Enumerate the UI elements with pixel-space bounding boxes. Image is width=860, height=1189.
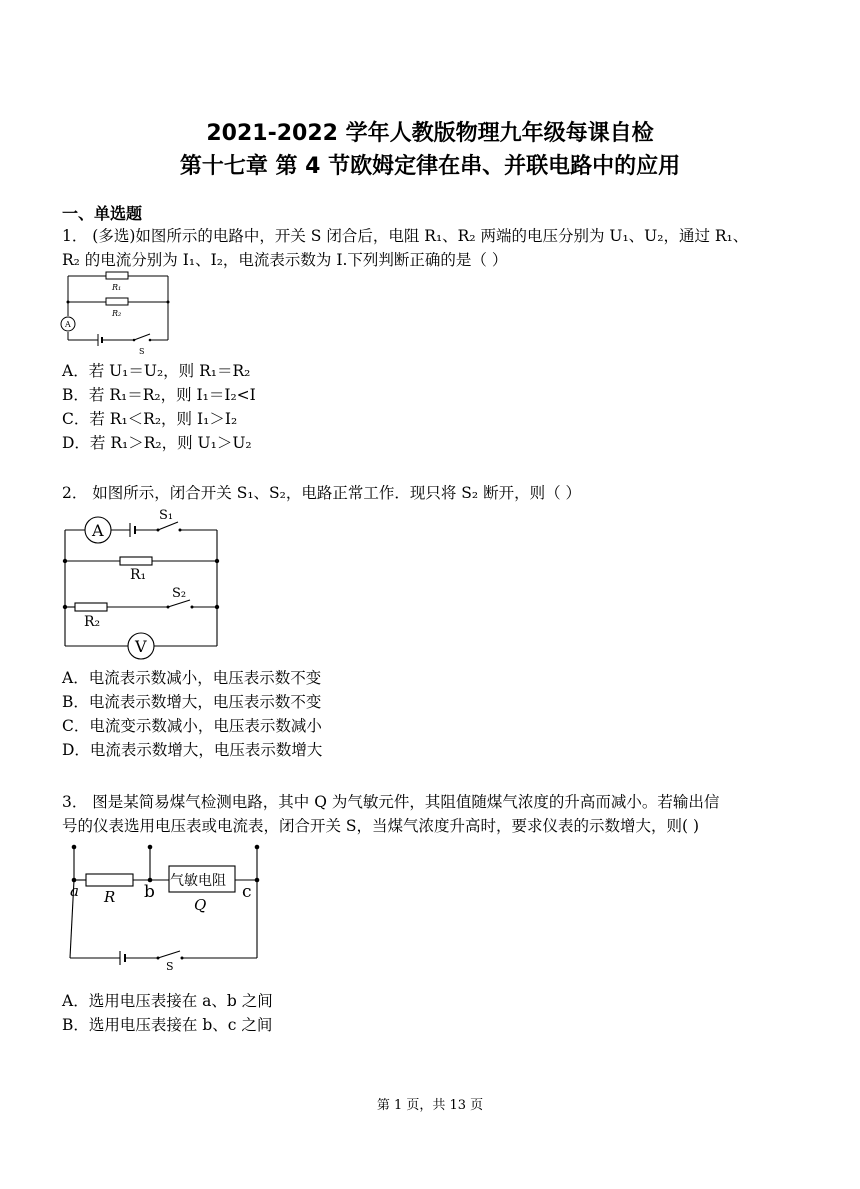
q3-circuit-diagram xyxy=(64,842,264,972)
q2-option-a: A．电流表示数减小，电压表示数不变 xyxy=(62,669,322,687)
q2-circuit-diagram xyxy=(60,506,225,663)
q1-fig-switch-label: S xyxy=(139,347,145,356)
q2-option-d: D．电流表示数增大，电压表示数增大 xyxy=(62,741,323,759)
q3-fig-a-label: a xyxy=(70,882,79,900)
q1-option-d: D．若 R₁＞R₂，则 U₁＞U₂ xyxy=(62,434,252,452)
q1-fig-ammeter-label: A xyxy=(65,320,71,329)
q3-fig-b-label: b xyxy=(144,882,155,902)
q1-option-b: B．若 R₁＝R₂，则 I₁＝I₂<I xyxy=(62,386,256,404)
q3-fig-r-label: R xyxy=(104,888,116,906)
q3-text-line-2: 号的仪表选用电压表或电流表，闭合开关 S，当煤气浓度升高时，要求仪表的示数增大，则( ) xyxy=(62,817,700,835)
q1-text-line-2: R₂ 的电流分别为 I₁、I₂，电流表示数为 I.下列判断正确的是（ ） xyxy=(62,251,508,269)
title-line-1: 2021-2022 学年人教版物理九年级每课自检 xyxy=(206,121,654,146)
q1-fig-r2-label: R₂ xyxy=(112,309,122,318)
q2-fig-s1-label: S₁ xyxy=(159,508,174,523)
q2-fig-s2-label: S₂ xyxy=(172,586,187,601)
q1-option-a: A．若 U₁＝U₂，则 R₁＝R₂ xyxy=(62,362,251,380)
q3-option-a: A．选用电压表接在 a、b 之间 xyxy=(62,992,273,1010)
q1-text-line-1: 1． (多选)如图所示的电路中，开关 S 闭合后，电阻 R₁、R₂ 两端的电压分别为 U₁、U₂，通过 R₁、 xyxy=(62,227,749,245)
q2-fig-r1-label: R₁ xyxy=(130,567,147,583)
q1-fig-r1-label: R₁ xyxy=(112,283,122,292)
q3-option-b: B．选用电压表接在 b、c 之间 xyxy=(62,1016,273,1034)
q2-option-c: C．电流变示数减小，电压表示数减小 xyxy=(62,717,322,735)
q3-fig-c-label: c xyxy=(242,882,252,902)
q3-fig-switch-label: S xyxy=(166,960,174,973)
q3-fig-q-label: Q xyxy=(194,896,207,914)
section-heading: 一、单选题 xyxy=(62,204,143,223)
page-footer: 第 1 页，共 13 页 xyxy=(376,1098,484,1113)
q2-option-b: B．电流表示数增大，电压表示数不变 xyxy=(62,693,322,711)
q1-option-c: C．若 R₁＜R₂，则 I₁＞I₂ xyxy=(62,410,238,428)
q3-fig-q-box-label: 气敏电阻 xyxy=(170,873,226,889)
q2-fig-r2-label: R₂ xyxy=(84,614,101,630)
q3-text-line-1: 3． 图是某简易煤气检测电路，其中 Q 为气敏元件，其阻值随煤气浓度的升高而减小。若输出信 xyxy=(62,793,720,811)
q2-text-line-1: 2． 如图所示，闭合开关 S₁、S₂，电路正常工作．现只将 S₂ 断开，则（ ） xyxy=(62,484,581,502)
q2-fig-voltmeter-label: V xyxy=(135,637,147,656)
title-line-2: 第十七章 第 4 节欧姆定律在串、并联电路中的应用 xyxy=(179,154,681,179)
q1-circuit-diagram xyxy=(56,272,176,358)
q2-fig-ammeter-label: A xyxy=(92,521,104,540)
